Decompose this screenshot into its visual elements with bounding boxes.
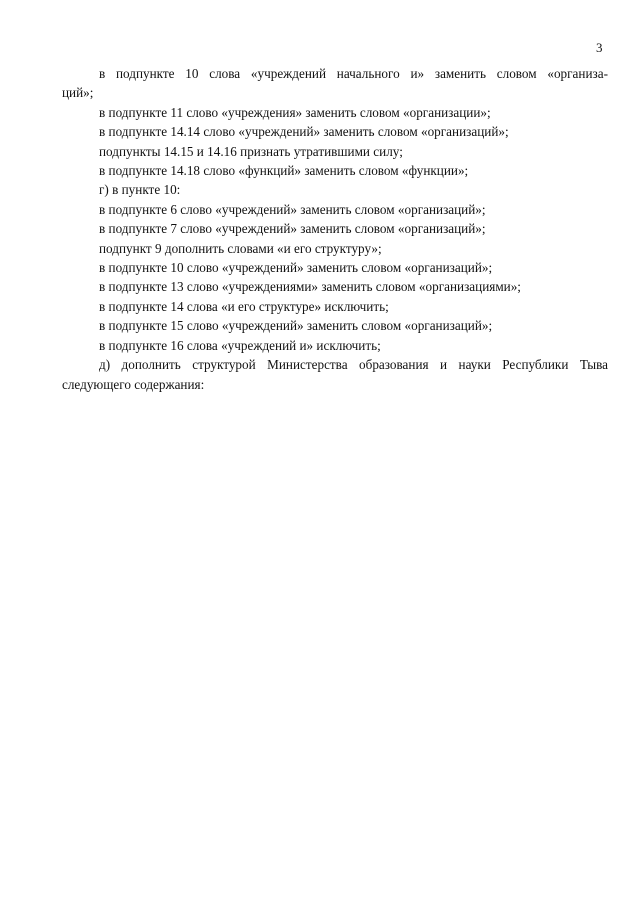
paragraph-line: в подпункте 16 слова «учреждений и» исключить; — [99, 337, 381, 353]
paragraph-line: г) в пункте 10: — [99, 182, 181, 198]
paragraph-line: в подпункте 10 слово «учреждений» заменить словом «организаций»; — [99, 260, 493, 276]
paragraph-line: подпункты 14.15 и 14.16 признать утратившими силу; — [99, 143, 403, 159]
paragraph-line: в подпункте 14.14 слово «учреждений» заменить словом «организаций»; — [99, 124, 509, 140]
paragraph-line: подпункт 9 дополнить словами «и его структуру»; — [99, 240, 382, 256]
paragraph-line: в подпункте 14.18 слово «функций» заменить словом «функции»; — [99, 163, 469, 179]
page-number: 3 — [596, 40, 603, 55]
paragraph-line: в подпункте 7 слово «учреждений» заменить словом «организаций»; — [99, 221, 486, 237]
paragraph-line: в подпункте 6 слово «учреждений» заменить словом «организаций»; — [99, 201, 486, 217]
paragraph-line: ций»; — [62, 85, 94, 101]
paragraph-line: д) дополнить структурой Министерства образования и науки Республики Тыва — [99, 357, 608, 373]
paragraph-line: в подпункте 10 слова «учреждений начального и» заменить словом «организа- — [99, 66, 608, 81]
paragraph-line: в подпункте 14 слова «и его структуре» исключить; — [99, 298, 389, 314]
document-body — [62, 64, 608, 394]
paragraph-line: в подпункте 13 слово «учреждениями» заменить словом «организациями»; — [99, 279, 521, 295]
paragraph-line: в подпункте 15 слово «учреждений» заменить словом «организаций»; — [99, 318, 493, 334]
paragraph-line: в подпункте 11 слово «учреждения» заменить словом «организации»; — [99, 104, 491, 120]
paragraph-line: следующего содержания: — [62, 376, 205, 392]
